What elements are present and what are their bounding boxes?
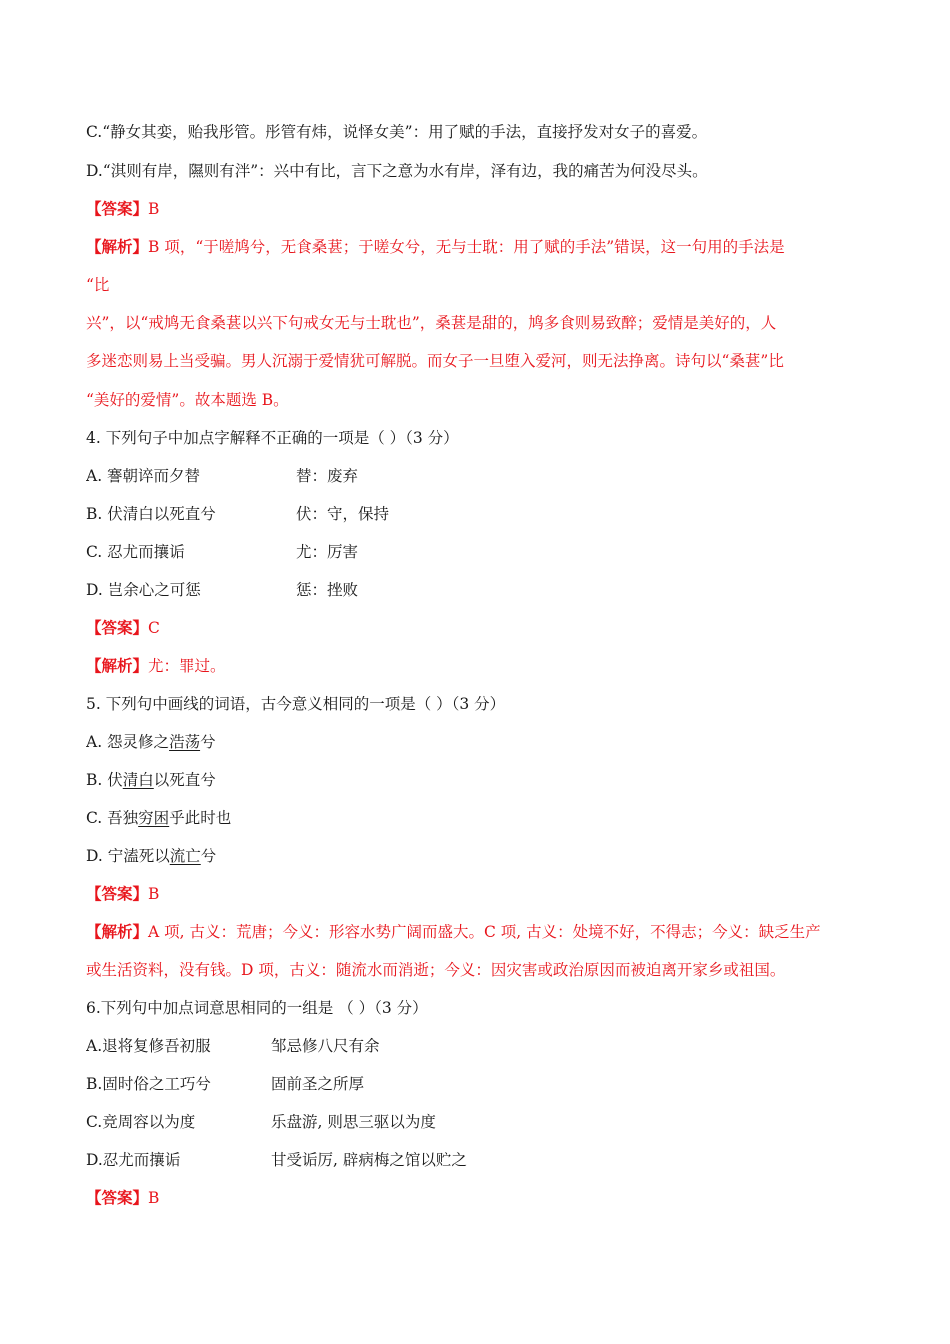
q5-option-d <box>86 845 868 867</box>
answer-tag: 【答案】 <box>86 199 149 218</box>
option-gloss: 惩：挫败 <box>296 581 359 599</box>
answer-value: B <box>148 200 160 218</box>
q5-option-b <box>86 769 868 791</box>
option-text: C. 吾独 <box>86 809 139 827</box>
option-text: A. 怨灵修之 <box>86 733 170 751</box>
option-text: 兮 <box>200 847 217 865</box>
q6-option-c <box>86 1111 868 1133</box>
underlined-word: 浩荡 <box>169 733 201 751</box>
q4-option-a <box>86 465 868 487</box>
option-gloss: 尤：厉害 <box>296 543 359 561</box>
q4-answer <box>86 617 868 639</box>
option-label: C. 忍尤而攘诟 <box>86 543 185 561</box>
q3-analysis-line-3: 兴”，以“戒鸠无食桑葚以兴下句戒女无与士耽也”，桑葚是甜的，鸠多食则易致醉；爱情是美好的，人 <box>86 314 777 332</box>
option-left: D.忍尤而攘诟 <box>86 1151 181 1169</box>
option-right: 甘受诟厉, 辟病梅之馆以贮之 <box>271 1151 467 1169</box>
q3-analysis-line-1 <box>86 236 868 258</box>
answer-value: B <box>148 885 160 903</box>
q6-stem: 6.下列句中加点词意思相同的一组是 （ ）（3 分） <box>86 999 428 1017</box>
answer-value: C <box>148 619 160 637</box>
analysis-tag: 【解析】 <box>86 237 149 256</box>
q4-analysis <box>86 655 868 677</box>
analysis-tag: 【解析】 <box>86 922 149 941</box>
option-label: D. 岂余心之可惩 <box>86 581 201 599</box>
q3-analysis-line-4: 多迷恋则易上当受骗。男人沉溺于爱情犹可解脱。而女子一旦堕入爱河，则无法挣离。诗句以“桑葚”比 <box>86 352 784 370</box>
option-label: A. 謇朝谇而夕替 <box>86 467 201 485</box>
option-label: B. 伏清白以死直兮 <box>86 505 216 523</box>
analysis-text: B 项，“于嗟鸠兮，无食桑葚；于嗟女兮，无与士耽：用了赋的手法”错误，这一句用的手法是 <box>148 238 785 256</box>
q4-option-c <box>86 541 868 563</box>
q6-option-a <box>86 1035 868 1057</box>
analysis-text: A 项, 古义：荒唐；今义：形容水势广阔而盛大。C 项, 古义：处境不好，不得志；今义：缺乏生产 <box>148 923 821 941</box>
option-gloss: 伏：守，保持 <box>296 505 390 523</box>
answer-tag: 【答案】 <box>86 1188 149 1207</box>
q3-answer <box>86 198 868 220</box>
q4-stem: 4. 下列句子中加点字解释不正确的一项是（ ）（3 分） <box>86 429 459 447</box>
q4-option-b <box>86 503 868 525</box>
q3-analysis-line-2: “比 <box>86 276 110 294</box>
option-left: B.固时俗之工巧兮 <box>86 1075 211 1093</box>
analysis-text: 尤：罪过。 <box>148 657 226 675</box>
q5-analysis-line-1 <box>86 921 868 943</box>
option-text: 以死直兮 <box>153 771 216 789</box>
option-left: C.竞周容以为度 <box>86 1113 196 1131</box>
q4-option-d <box>86 579 868 601</box>
q3-option-c: C.“静女其娈，贻我彤管。彤管有炜，说怿女美”：用了赋的手法，直接抒发对女子的喜爱。 <box>86 123 708 141</box>
option-text: B. 伏 <box>86 771 123 789</box>
q6-option-d <box>86 1149 868 1171</box>
option-right: 邹忌修八尺有余 <box>271 1037 380 1055</box>
option-text: 乎此时也 <box>169 809 232 827</box>
underlined-word: 流亡 <box>169 847 201 865</box>
q5-answer <box>86 883 868 905</box>
q5-option-c <box>86 807 868 829</box>
analysis-tag: 【解析】 <box>86 656 149 675</box>
q6-answer <box>86 1187 868 1209</box>
answer-tag: 【答案】 <box>86 618 149 637</box>
underlined-word: 清白 <box>122 771 154 789</box>
option-text: 兮 <box>200 733 216 751</box>
option-right: 固前圣之所厚 <box>271 1075 365 1093</box>
answer-tag: 【答案】 <box>86 884 149 903</box>
option-gloss: 替：废弃 <box>296 467 359 485</box>
q5-option-a <box>86 731 868 753</box>
underlined-word: 穷困 <box>138 809 170 827</box>
option-right: 乐盘游, 则思三驱以为度 <box>271 1113 436 1131</box>
option-left: A.退将复修吾初服 <box>86 1037 211 1055</box>
answer-value: B <box>148 1189 160 1207</box>
option-text: D. 宁溘死以 <box>86 847 170 865</box>
q3-option-d: D.“淇则有岸，隰则有泮”：兴中有比，言下之意为水有岸，泽有边，我的痛苦为何没尽头。 <box>86 162 708 180</box>
q5-analysis-line-2: 或生活资料，没有钱。D 项，古义：随流水而消逝；今义：因灾害或政治原因而被迫离开家乡或祖国。 <box>86 961 786 979</box>
q3-analysis-line-5: “美好的爱情”。故本题选 B。 <box>86 391 289 409</box>
q6-option-b <box>86 1073 868 1095</box>
q5-stem: 5. 下列句中画线的词语，古今意义相同的一项是（ ）（3 分） <box>86 695 506 713</box>
